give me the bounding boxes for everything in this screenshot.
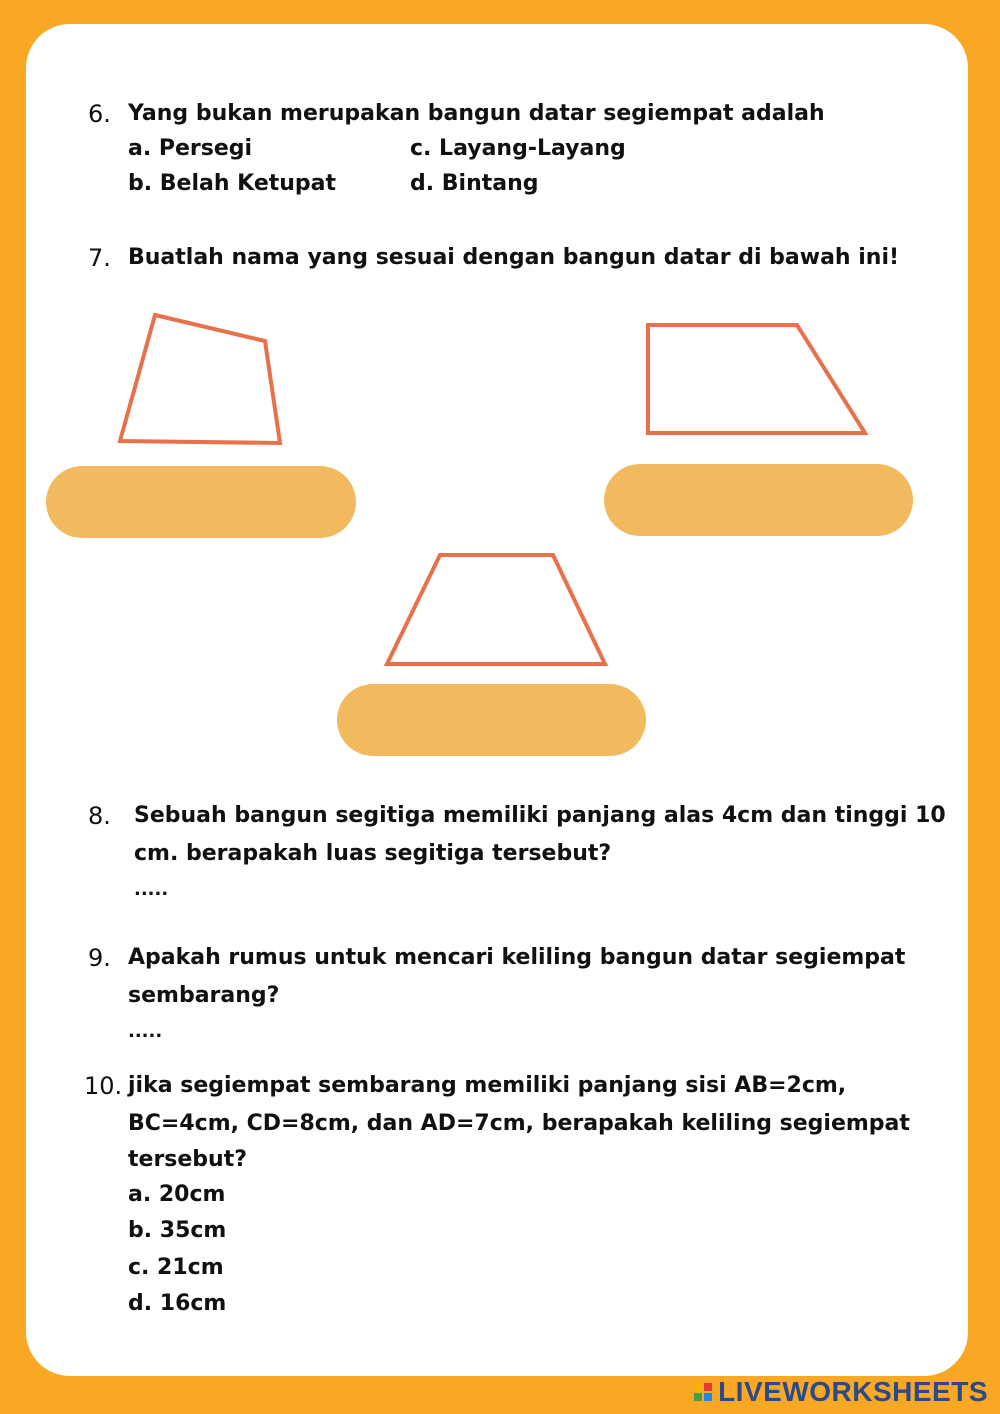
q6-number: 6. bbox=[88, 100, 111, 128]
answer-input-1[interactable] bbox=[46, 466, 356, 538]
q10-option-c[interactable]: c. 21cm bbox=[128, 1255, 224, 1280]
right-trapezoid-shape bbox=[635, 315, 885, 445]
q10-line-1: jika segiempat sembarang memiliki panjang sisi AB=2cm, bbox=[128, 1073, 847, 1098]
answer-input-3[interactable] bbox=[337, 684, 646, 756]
q8-line-2: cm. berapakah luas segitiga tersebut? bbox=[134, 841, 612, 866]
q9-line-2: sembarang? bbox=[128, 983, 280, 1008]
q10-option-a[interactable]: a. 20cm bbox=[128, 1182, 226, 1207]
liveworksheets-logo-text: LIVEWORKSHEETS bbox=[718, 1376, 988, 1407]
irregular-quadrilateral-shape bbox=[110, 305, 300, 455]
q6-option-c[interactable]: c. Layang-Layang bbox=[410, 136, 626, 161]
q9-answer-blank[interactable]: ..... bbox=[128, 1021, 163, 1042]
q9-line-1: Apakah rumus untuk mencari keliling bangun datar segiempat bbox=[128, 945, 906, 970]
isosceles-trapezoid-shape bbox=[375, 545, 620, 675]
answer-input-2[interactable] bbox=[604, 464, 913, 536]
q6-question: Yang bukan merupakan bangun datar segiempat adalah bbox=[128, 101, 825, 126]
q10-number: 10. bbox=[84, 1072, 123, 1100]
q10-line-3: tersebut? bbox=[128, 1147, 247, 1172]
q10-option-d[interactable]: d. 16cm bbox=[128, 1291, 227, 1316]
liveworksheets-logo bbox=[694, 1376, 988, 1408]
q6-option-b[interactable]: b. Belah Ketupat bbox=[128, 171, 337, 196]
q10-option-b[interactable]: b. 35cm bbox=[128, 1218, 227, 1243]
q8-line-1: Sebuah bangun segitiga memiliki panjang alas 4cm dan tinggi 10 bbox=[134, 803, 946, 828]
q7-question: Buatlah nama yang sesuai dengan bangun datar di bawah ini! bbox=[128, 245, 900, 270]
q6-option-a[interactable]: a. Persegi bbox=[128, 136, 253, 161]
q10-line-2: BC=4cm, CD=8cm, dan AD=7cm, berapakah keliling segiempat bbox=[128, 1111, 910, 1136]
q7-number: 7. bbox=[88, 244, 111, 272]
q8-answer-blank[interactable]: ..... bbox=[134, 879, 169, 900]
q9-number: 9. bbox=[88, 944, 111, 972]
q8-number: 8. bbox=[88, 802, 111, 830]
q6-option-d[interactable]: d. Bintang bbox=[410, 171, 539, 196]
liveworksheets-logo-icon bbox=[694, 1383, 712, 1401]
